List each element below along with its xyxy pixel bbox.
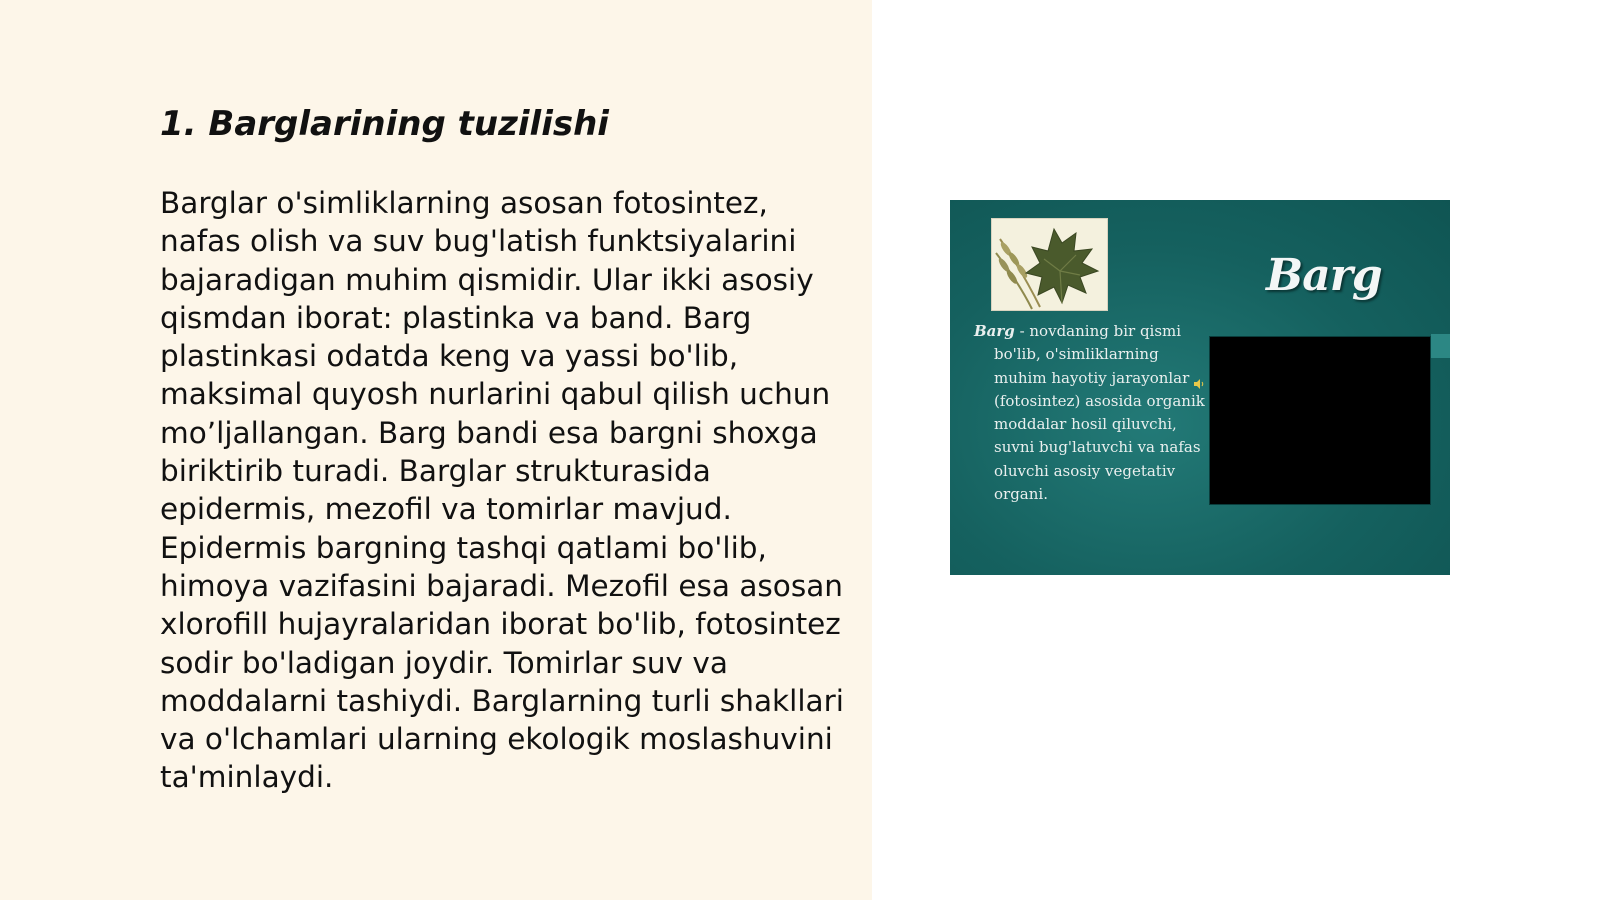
figure-heading: Barg xyxy=(1266,250,1382,301)
definition-text: - novdaning bir qismi bo'lib, o'simliklarning muhim hayotiy jarayonlar (fotosintez) asosida organik moddalar hosil qiluvchi, suvni bug'latuvchi va nafas oluvchi asosiy vegetativ organi. xyxy=(994,322,1205,504)
slide-figure xyxy=(950,200,1450,575)
leaf-picture-icon xyxy=(991,218,1108,311)
video-player[interactable] xyxy=(1209,336,1431,505)
slide-title: 1. Barglarining tuzilishi xyxy=(160,104,609,144)
slide-body-text: Barglar o'simliklarning asosan fotosintez, nafas olish va suv bug'latish funktsiyalarini bajaradigan muhim qismidir. Ular ikki asosiy qismdan iborat: plastinka va band. Barg plastinkasi odatda keng va yassi bo'lib, maksimal quyosh nurlarini qabul qilish uchun mo’ljallangan. Barg bandi esa bargni shoxga biriktirib turadi. Barglar strukturasida epidermis, mezofil va tomirlar mavjud. Epidermis bargning tashqi qatlami bo'lib, himoya vazifasini bajaradi. Mezofil esa asosan xlorofill hujayralaridan iborat bo'lib, fotosintez sodir bo'ladigan joydir. Tomirlar suv va moddalarni tashiydi. Barglarning turli shakllari va o'lchamlari ularning ekologik moslashuvini ta'minlaydi. xyxy=(160,186,844,795)
speaker-icon[interactable] xyxy=(1193,377,1205,389)
figure-definition xyxy=(974,320,1209,506)
definition-term: Barg xyxy=(974,322,1015,340)
video-frame-edge xyxy=(1431,334,1450,358)
